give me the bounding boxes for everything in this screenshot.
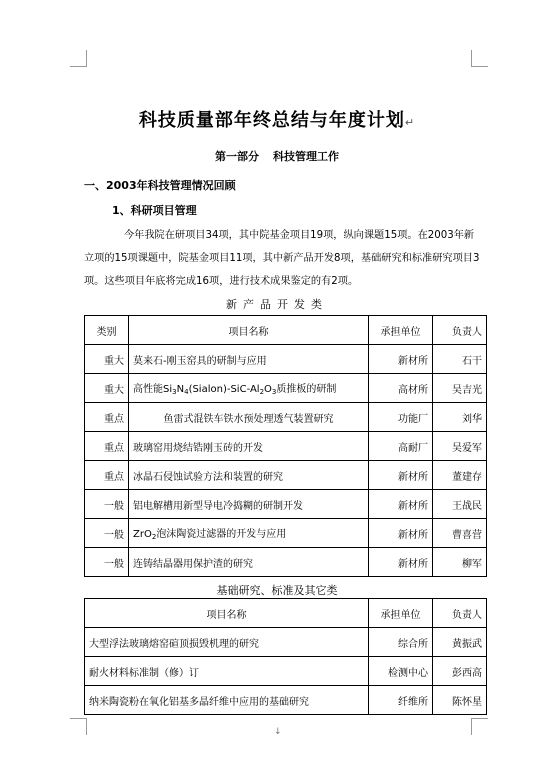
paragraph-mark-icon: ↵: [404, 116, 416, 129]
part-label: 第一部分: [215, 150, 259, 163]
category-cell: 重大: [85, 345, 129, 374]
unit-cell: 新材所: [369, 519, 433, 548]
basic-research-table: [84, 598, 487, 715]
table-row: [85, 519, 487, 548]
lead-cell: 石干: [433, 345, 487, 374]
project-name-cell: 玻璃窑用烧结锆刚玉砖的开发: [129, 432, 369, 461]
header-cell: 类别: [85, 316, 129, 345]
table-row: [85, 628, 487, 657]
table-row: [85, 657, 487, 686]
document-title-text: 科技质量部年终总结与年度计划: [138, 110, 405, 131]
unit-cell: 高耐厂: [369, 432, 433, 461]
unit-cell: 新材所: [369, 548, 433, 577]
header-cell: 承担单位: [369, 316, 433, 345]
section-heading: 一、2003年科技管理情况回顾: [84, 179, 236, 192]
part-heading: [0, 148, 554, 164]
unit-cell: 新材所: [369, 490, 433, 519]
project-name-cell: 纳米陶瓷粉在氧化铝基多晶纤维中应用的基础研究: [85, 686, 369, 715]
lead-cell: 董建存: [433, 461, 487, 490]
table-header-row: [85, 316, 487, 345]
unit-cell: 新材所: [369, 461, 433, 490]
unit-cell: 检测中心: [369, 657, 433, 686]
project-name-cell: 高性能$Si_3N_4(Sialon)-SiC-Al_2O_3$质推板的研制: [129, 374, 369, 403]
page-end-mark: ↓: [274, 727, 282, 737]
unit-cell: 功能厂: [369, 403, 433, 432]
unit-cell: 新材所: [369, 345, 433, 374]
project-name-cell: 铝电解槽用新型导电冷捣糊的研制开发: [129, 490, 369, 519]
table-row: [85, 403, 487, 432]
crop-mark-bottom-left: [70, 718, 87, 735]
lead-cell: 王战民: [433, 490, 487, 519]
table-row: [85, 686, 487, 715]
lead-cell: 陈怀星: [433, 686, 487, 715]
project-name-cell: ZrO$_2$泡沫陶瓷过滤器的开发与应用: [129, 519, 369, 548]
subsection-heading: 1、科研项目管理: [112, 204, 197, 217]
header-cell: 项目名称: [85, 599, 369, 628]
lead-cell: 刘华: [433, 403, 487, 432]
project-name-cell: 连铸结晶器用保护渣的研究: [129, 548, 369, 577]
unit-cell: 综合所: [369, 628, 433, 657]
table-row: [85, 490, 487, 519]
category-cell: 重点: [85, 461, 129, 490]
crop-mark-top-right: [471, 50, 488, 67]
unit-cell: 纤维所: [369, 686, 433, 715]
category-cell: 一般: [85, 490, 129, 519]
header-cell: 负责人: [433, 599, 487, 628]
table-row: [85, 432, 487, 461]
lead-cell: 柳军: [433, 548, 487, 577]
category-cell: 一般: [85, 548, 129, 577]
document-title: [0, 106, 554, 132]
new-product-table: [84, 315, 487, 577]
project-name-cell: 大型浮法玻璃熔窑碹顶损毁机理的研究: [85, 628, 369, 657]
table1-caption: 新产品开发类: [226, 298, 328, 311]
project-name-cell: 冰晶石侵蚀试验方法和装置的研究: [129, 461, 369, 490]
header-cell: 负责人: [433, 316, 487, 345]
project-name-cell: 耐火材料标准制（修）订: [85, 657, 369, 686]
table-row: [85, 461, 487, 490]
lead-cell: 曹喜营: [433, 519, 487, 548]
table-header-row: [85, 599, 487, 628]
header-cell: 承担单位: [369, 599, 433, 628]
table-row: [85, 374, 487, 403]
category-cell: 一般: [85, 519, 129, 548]
category-cell: 重点: [85, 432, 129, 461]
table-row: [85, 548, 487, 577]
project-name-cell: 鱼雷式混铁车铁水预处理透气装置研究: [129, 403, 369, 432]
table2-caption: 基础研究、标准及其它类: [216, 584, 338, 597]
lead-cell: 彭西高: [433, 657, 487, 686]
category-cell: 重点: [85, 403, 129, 432]
lead-cell: 黄振武: [433, 628, 487, 657]
category-cell: 重大: [85, 374, 129, 403]
part-name: 科技管理工作: [273, 150, 339, 163]
header-cell: 项目名称: [129, 316, 369, 345]
lead-cell: 吴吉光: [433, 374, 487, 403]
unit-cell: 高材所: [369, 374, 433, 403]
crop-mark-bottom-right: [471, 718, 488, 735]
table-row: [85, 345, 487, 374]
lead-cell: 吴爱军: [433, 432, 487, 461]
body-paragraph: 今年我院在研项目34项，其中院基金项目19项，纵向课题15项。在2003年新立项的15项课题中，院基金项目11项，其中新产品开发8项，基础研究和标准研究项目3项。这些项目年底将完成16项，进行技术成果鉴定的有2项。: [84, 230, 480, 287]
crop-mark-top-left: [70, 50, 87, 67]
project-name-cell: 莫来石-刚玉窑具的研制与应用: [129, 345, 369, 374]
